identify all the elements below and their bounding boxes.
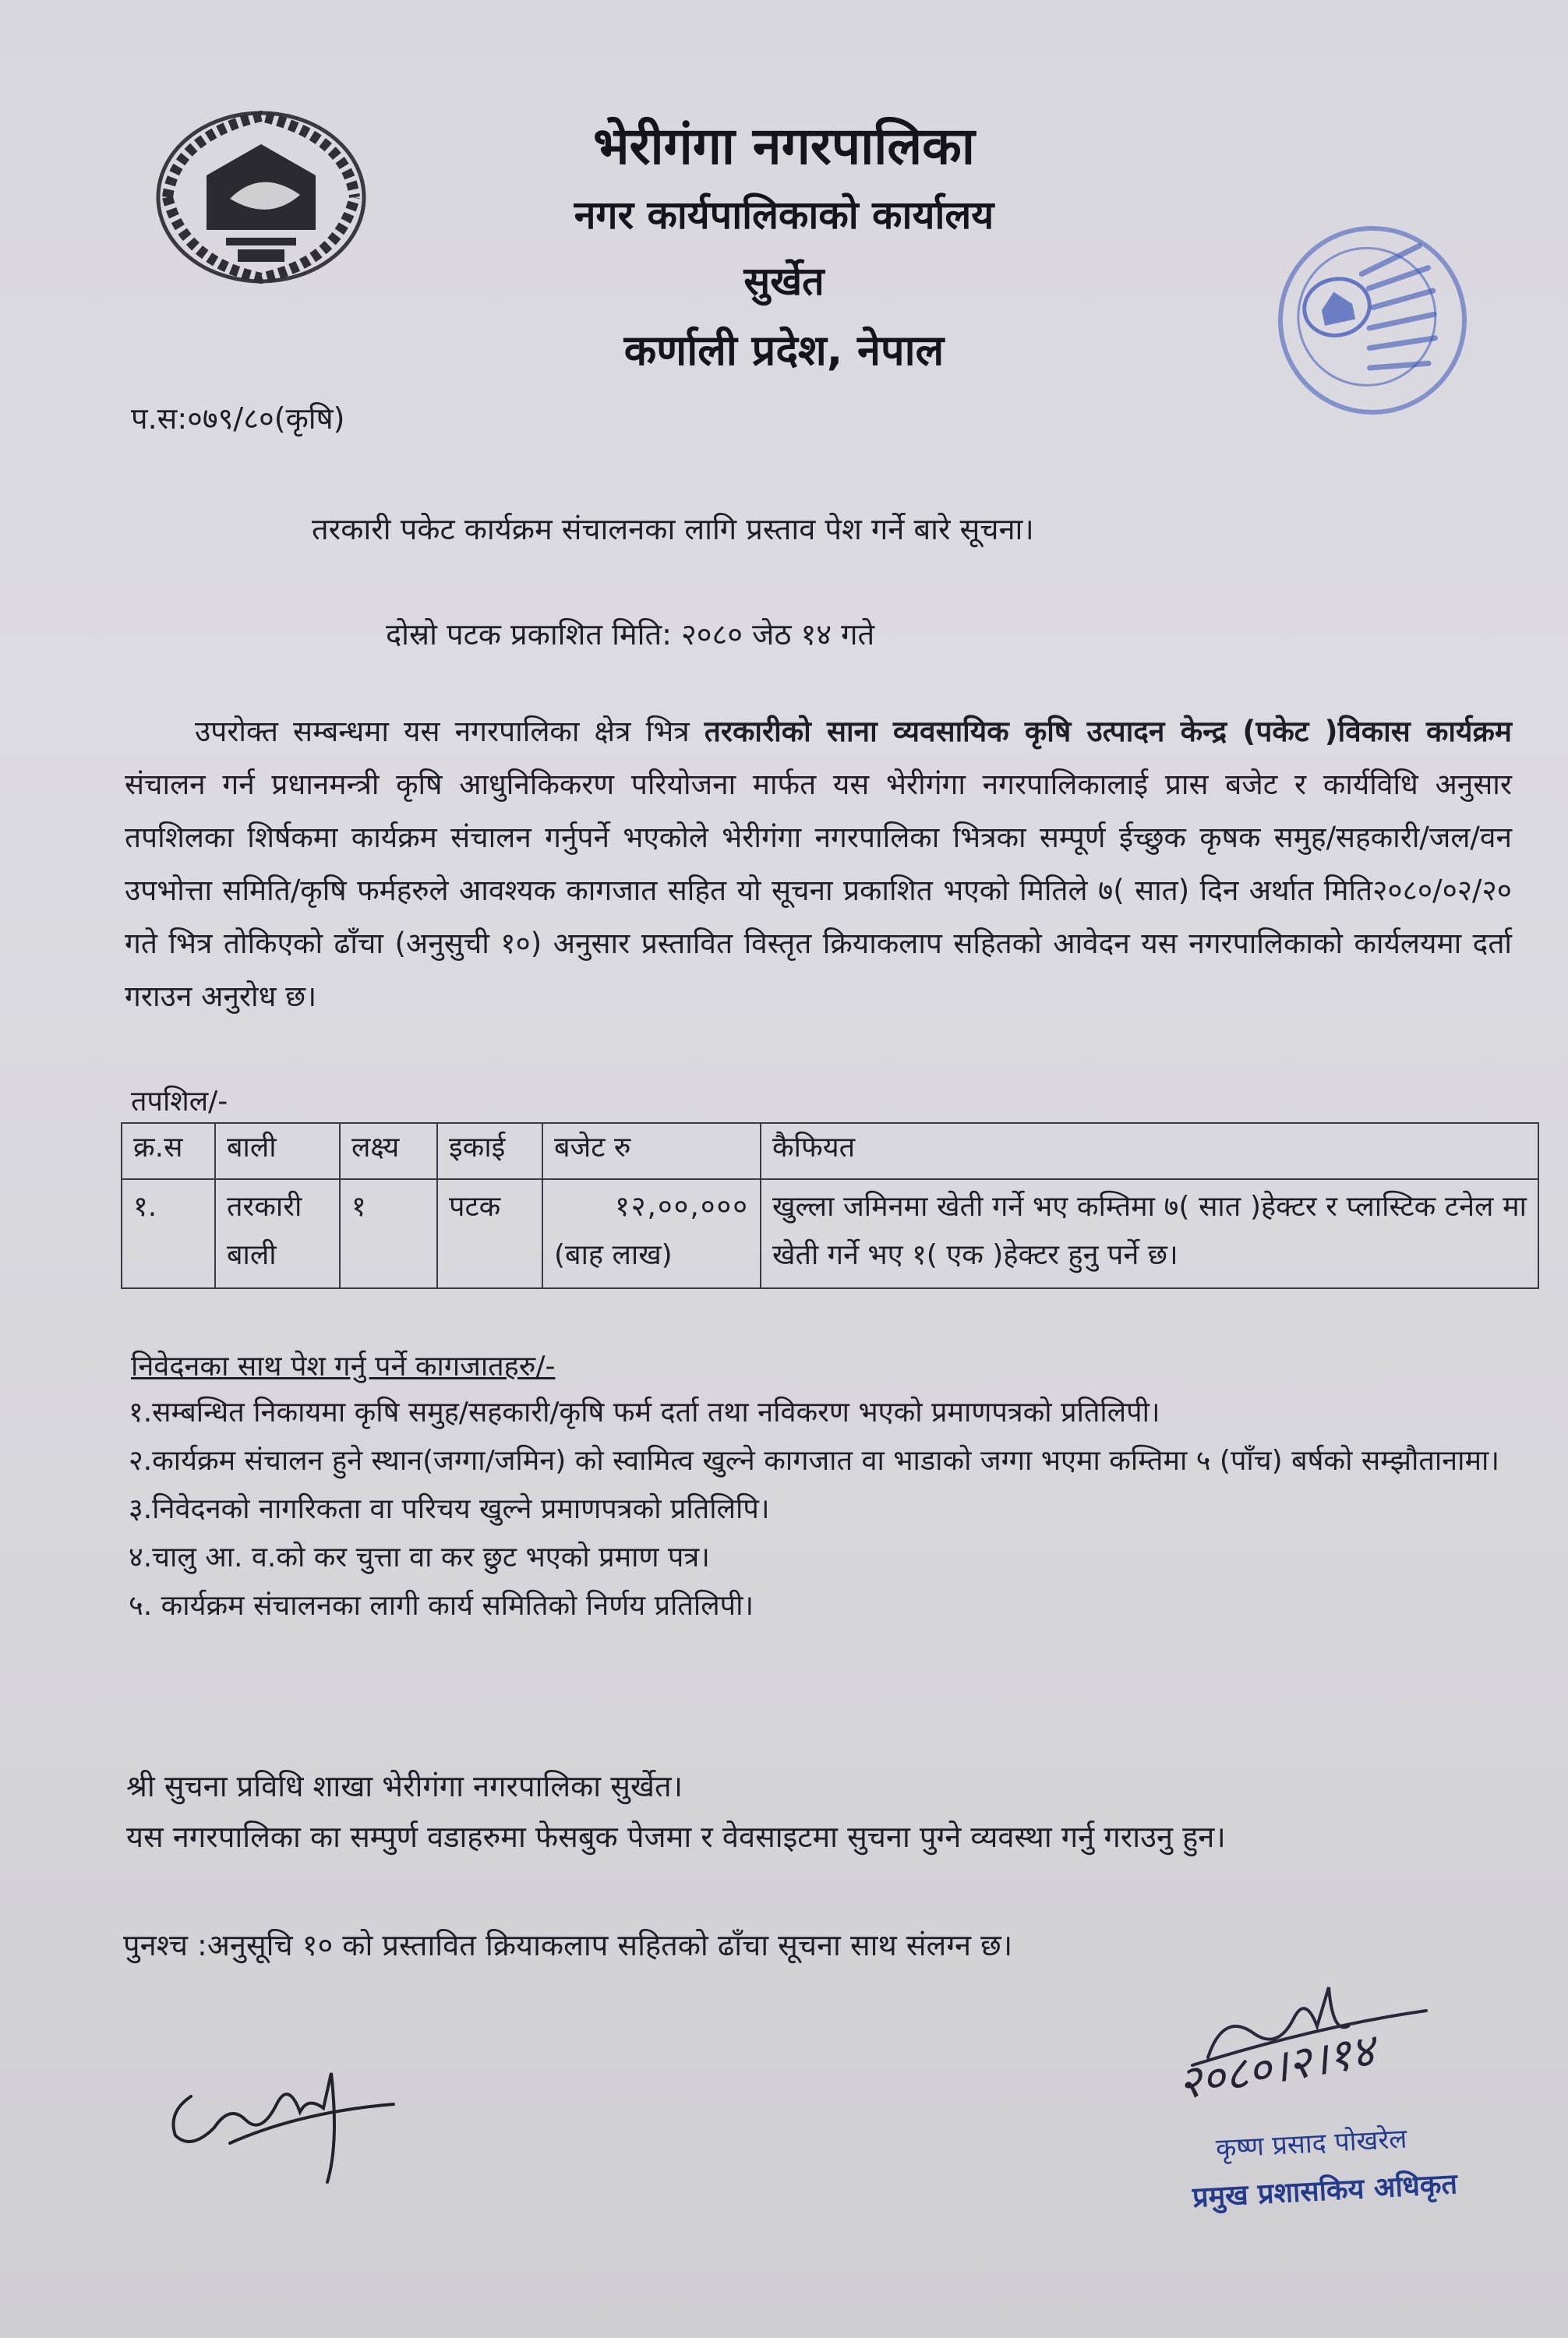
header-unit: इकाई — [437, 1123, 542, 1179]
instruction-line: यस नगरपालिका का सम्पुर्ण वडाहरुमा फेसबुक पेजमा र वेवसाइटमा सुचना पुग्ने व्यवस्था गर्नु गराउनु हुन। — [126, 1820, 1226, 1854]
cell-budget — [542, 1179, 761, 1288]
cell-sn: १. — [122, 1179, 215, 1288]
schedule-label: तपशिल/- — [131, 1086, 228, 1118]
document-item-4: ४.चालु आ. व.को कर चुत्ता वा कर छुट भएको प्रमाण पत्र। — [129, 1542, 710, 1573]
budget-words: (बाह लाख) — [554, 1239, 673, 1271]
document-item-1: १.सम्बन्धित निकायमा कृषि समुह/सहकारी/कृषि फर्म दर्ता तथा नविकरण भएको प्रमाणपत्रको प्रतिलिपी। — [129, 1397, 1160, 1429]
reference-number: प.स:०७९/८०(कृषि) — [131, 401, 345, 436]
office-name: नगर कार्यपालिकाको कार्यालय — [574, 192, 994, 238]
notice-body — [125, 705, 1512, 1023]
it-branch-line: श्री सुचना प्रविधि शाखा भेरीगंगा नगरपालिका सुर्खेत। — [126, 1769, 683, 1803]
header-remarks: कैफियत — [761, 1123, 1538, 1179]
program-name: तरकारीको साना व्यवसायिक कृषि उत्पादन केन्द्र (पकेट )विकास कार्यक्रम — [704, 715, 1512, 748]
cell-remarks: खुल्ला जमिनमा खेती गर्ने भए कम्तिमा ७( सात )हेक्टर र प्लास्टिक टनेल मा खेती गर्ने भए १( एक )हेक्टर हुनु पर्ने छ। — [761, 1179, 1538, 1288]
header-budget: बजेट रु — [542, 1123, 761, 1179]
schedule-table — [121, 1122, 1539, 1289]
header-sn: क्र.स — [122, 1123, 215, 1179]
district-name: सुर्खेत — [743, 259, 825, 304]
document-item-3: ३.निवेदनको नागरिकता वा परिचय खुल्ने प्रमाणपत्रको प्रतिलिपि। — [129, 1493, 770, 1525]
left-signature — [160, 2050, 409, 2206]
notice-subject: तरकारी पकेट कार्यक्रम संचालनका लागि प्रस्ताव पेश गर्ने बारे सूचना। — [312, 512, 1034, 546]
cell-target: १ — [340, 1179, 437, 1288]
postscript: पुनश्च :अनुसूचि १० को प्रस्तावित क्रियाकलाप सहितको ढाँचा सूचना साथ संलग्न छ। — [123, 1928, 1013, 1962]
documents-heading: निवेदनका साथ पेश गर्नु पर्ने कागजातहरु/- — [131, 1351, 556, 1383]
body-rest: संचालन गर्न प्रधानमन्त्री कृषि आधुनिकिकरण परियोजना मार्फत यस भेरीगंगा नगरपालिकालाई प्रास बजेट र कार्यविधि अनुसार तपशिलका शिर्षकमा कार्यक्रम संचालन गर्नुपर्ने भएकोले भेरीगंगा नगरपालिका भित्रका सम्पूर्ण ईच्छुक कृषक समुह/सहकारी/जल/वन उपभोत्ता समिति/कृषि फर्महरुले आवश्यक कागजात सहित यो सूचना प्रकाशित भएको मितिले ७( सात) दिन अर्थात मिति२०८०/०२/२० गते भित्र तोकिएको ढाँचा (अनुसुची १०) अनुसार प्रस्तावित विस्तृत क्रियाकलाप सहितको आवेदन यस नगरपालिकाको कार्यलयमा दर्ता गराउन अनुरोध छ। — [125, 768, 1512, 1013]
document-item-5: ५. कार्यक्रम संचालनका लागी कार्य समितिको निर्णय प्रतिलिपी। — [129, 1590, 754, 1622]
signatory-title: प्रमुख प्रशासकिय अधिकृत — [1192, 2168, 1458, 2214]
cell-crop: तरकारी बाली — [215, 1179, 340, 1288]
header-target: लक्ष्य — [340, 1123, 437, 1179]
table-row — [122, 1179, 1538, 1288]
province-name: कर्णाली प्रदेश, नेपाल — [623, 326, 945, 375]
cell-unit: पटक — [437, 1179, 542, 1288]
document-item-2: २.कार्यक्रम संचालन हुने स्थान(जग्गा/जमिन) को स्वामित्व खुल्ने कागजात वा भाडाको जग्गा भएमा कम्तिमा ५ (पाँच) बर्षको सम्झौतानामा। — [129, 1445, 1499, 1477]
table-header-row — [122, 1123, 1538, 1179]
official-stamp — [1260, 208, 1484, 432]
signatory-name: कृष्ण प्रसाद पोखरेल — [1215, 2123, 1408, 2165]
body-intro: उपरोक्त सम्बन्धमा यस नगरपालिका क्षेत्र भित्र — [195, 715, 705, 748]
header-crop: बाली — [215, 1123, 340, 1179]
budget-amount: १२,००,००० — [615, 1191, 749, 1223]
publication-date: दोस्रो पटक प्रकाशित मिति: २०८० जेठ १४ गते — [386, 617, 875, 652]
documents-list — [129, 1389, 1524, 1630]
municipality-name: भेरीगंगा नगरपालिका — [593, 116, 975, 176]
handwritten-date: २०८०।२।१४ — [1174, 2023, 1379, 2110]
